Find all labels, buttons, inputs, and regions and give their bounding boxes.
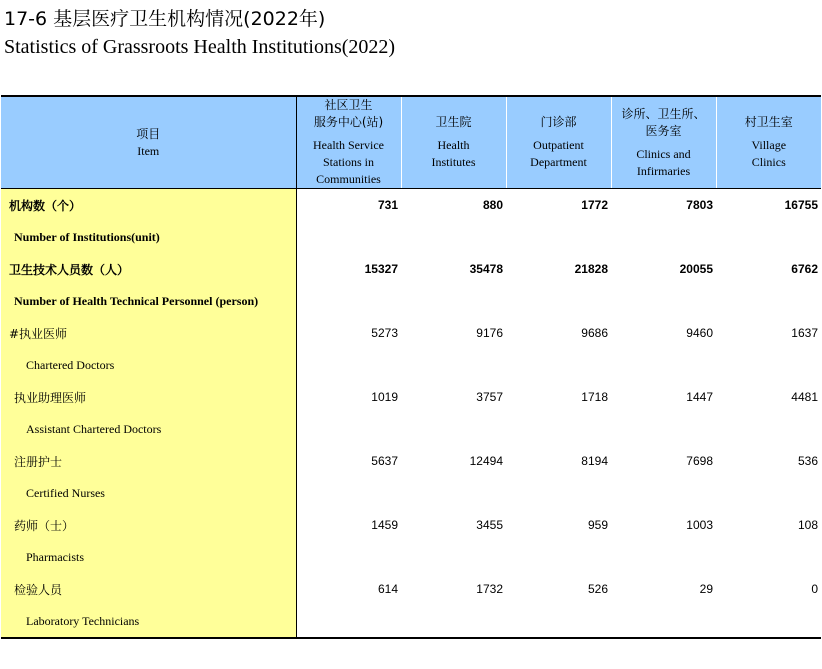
value-cell: 1459 — [371, 518, 398, 532]
value-cell: 1718 — [581, 390, 608, 404]
row-label-cn: 卫生技术人员数（人） — [1, 253, 296, 285]
header-item-cn: 项目 — [136, 126, 161, 141]
table-row-en — [1, 285, 821, 317]
value-cell: 614 — [377, 582, 398, 596]
empty-cell — [611, 413, 716, 445]
row-label-cn: 药师（士） — [1, 509, 296, 541]
header-item-en: Item — [137, 143, 160, 158]
empty-cell — [296, 285, 401, 317]
empty-cell — [506, 477, 611, 509]
empty-cell — [401, 541, 506, 573]
statistics-table — [1, 95, 821, 639]
table-row-en — [1, 541, 821, 573]
header-column — [611, 96, 716, 189]
table-row — [1, 317, 821, 349]
empty-cell — [296, 541, 401, 573]
empty-cell — [506, 285, 611, 317]
row-label-en: Laboratory Technicians — [1, 605, 296, 638]
table-row-en — [1, 221, 821, 253]
table-row — [1, 253, 821, 285]
empty-cell — [716, 477, 821, 509]
value-cell: 1772 — [581, 198, 608, 212]
row-label-en: Chartered Doctors — [1, 349, 296, 381]
header-column-en: Village Clinics — [751, 138, 787, 169]
value-cell: 731 — [377, 198, 398, 212]
table-row-en — [1, 605, 821, 638]
value-cell: 1732 — [476, 582, 503, 596]
value-cell: 21828 — [574, 262, 608, 276]
value-cell: 1019 — [371, 390, 398, 404]
value-cell: 35478 — [469, 262, 503, 276]
empty-cell — [611, 221, 716, 253]
header-column — [716, 96, 821, 189]
table-header-row — [1, 96, 821, 189]
table-row-en — [1, 477, 821, 509]
header-column-en: Clinics and Infirmaries — [636, 146, 691, 178]
empty-cell — [506, 413, 611, 445]
value-cell: 9460 — [686, 326, 713, 340]
value-cell: 4481 — [791, 390, 818, 404]
header-column-cn: 卫生院 — [435, 115, 472, 129]
value-cell: 7803 — [686, 198, 713, 212]
empty-cell — [611, 605, 716, 638]
row-label-en: Pharmacists — [1, 541, 296, 573]
empty-cell — [401, 413, 506, 445]
page-title-cn: 17-6 基层医疗卫生机构情况(2022年) — [4, 8, 326, 30]
value-cell: 3757 — [476, 390, 503, 404]
value-cell: 29 — [699, 582, 713, 596]
empty-cell — [611, 541, 716, 573]
header-column-cn: 门诊部 — [540, 115, 577, 129]
row-label-en: Certified Nurses — [1, 477, 296, 509]
table-row — [1, 445, 821, 477]
empty-cell — [716, 349, 821, 381]
value-cell: 9686 — [581, 326, 608, 340]
value-cell: 959 — [587, 518, 608, 532]
row-label-cn: 注册护士 — [1, 445, 296, 477]
header-column-cn: 社区卫生 服务中心(站) — [313, 98, 384, 129]
value-cell: 7698 — [686, 454, 713, 468]
value-cell: 5273 — [371, 326, 398, 340]
value-cell: 1637 — [791, 326, 818, 340]
value-cell: 6762 — [791, 262, 818, 276]
header-column-en: Health Institutes — [431, 138, 476, 169]
empty-cell — [716, 221, 821, 253]
empty-cell — [296, 413, 401, 445]
empty-cell — [611, 477, 716, 509]
row-label-en: Number of Institutions(unit) — [1, 221, 296, 253]
empty-cell — [296, 477, 401, 509]
value-cell: 12494 — [469, 454, 503, 468]
empty-cell — [296, 221, 401, 253]
empty-cell — [716, 541, 821, 573]
header-column-en: Health Service Stations in Communities — [313, 138, 384, 186]
empty-cell — [506, 541, 611, 573]
empty-cell — [401, 285, 506, 317]
value-cell: 9176 — [476, 326, 503, 340]
empty-cell — [716, 413, 821, 445]
value-cell: 108 — [797, 518, 818, 532]
empty-cell — [296, 605, 401, 638]
table-row — [1, 573, 821, 605]
row-label-cn: 检验人员 — [1, 573, 296, 605]
table-row — [1, 189, 821, 222]
value-cell: 1003 — [686, 518, 713, 532]
header-column-cn: 村卫生室 — [744, 115, 793, 129]
value-cell: 3455 — [476, 518, 503, 532]
table-row-en — [1, 413, 821, 445]
value-cell: 20055 — [679, 262, 713, 276]
value-cell: 1447 — [686, 390, 713, 404]
empty-cell — [296, 349, 401, 381]
empty-cell — [401, 605, 506, 638]
value-cell: 16755 — [784, 198, 818, 212]
header-item — [1, 96, 296, 189]
row-label-cn: 执业助理医师 — [1, 381, 296, 413]
value-cell: 526 — [587, 582, 608, 596]
empty-cell — [506, 349, 611, 381]
empty-cell — [506, 221, 611, 253]
empty-cell — [401, 221, 506, 253]
empty-cell — [401, 477, 506, 509]
row-label-cn: 机构数（个） — [1, 189, 296, 222]
value-cell: 880 — [482, 198, 503, 212]
value-cell: 8194 — [581, 454, 608, 468]
empty-cell — [611, 285, 716, 317]
empty-cell — [716, 605, 821, 638]
value-cell: 15327 — [364, 262, 398, 276]
value-cell: 0 — [811, 582, 818, 596]
row-label-en: Assistant Chartered Doctors — [1, 413, 296, 445]
table-row-en — [1, 349, 821, 381]
row-label-cn: #执业医师 — [1, 317, 296, 349]
empty-cell — [506, 605, 611, 638]
header-column-cn: 诊所、卫生所、 医务室 — [621, 106, 706, 138]
empty-cell — [611, 349, 716, 381]
empty-cell — [716, 285, 821, 317]
value-cell: 5637 — [371, 454, 398, 468]
header-column-en: Outpatient Department — [530, 138, 587, 169]
header-column — [506, 96, 611, 189]
value-cell: 536 — [797, 454, 818, 468]
empty-cell — [401, 349, 506, 381]
table-row — [1, 509, 821, 541]
table-row — [1, 381, 821, 413]
header-column — [296, 96, 401, 189]
row-label-en: Number of Health Technical Personnel (person) — [1, 285, 296, 317]
table-body — [1, 189, 821, 639]
page-title-en: Statistics of Grassroots Health Institutions(2022) — [4, 36, 396, 58]
header-column — [401, 96, 506, 189]
